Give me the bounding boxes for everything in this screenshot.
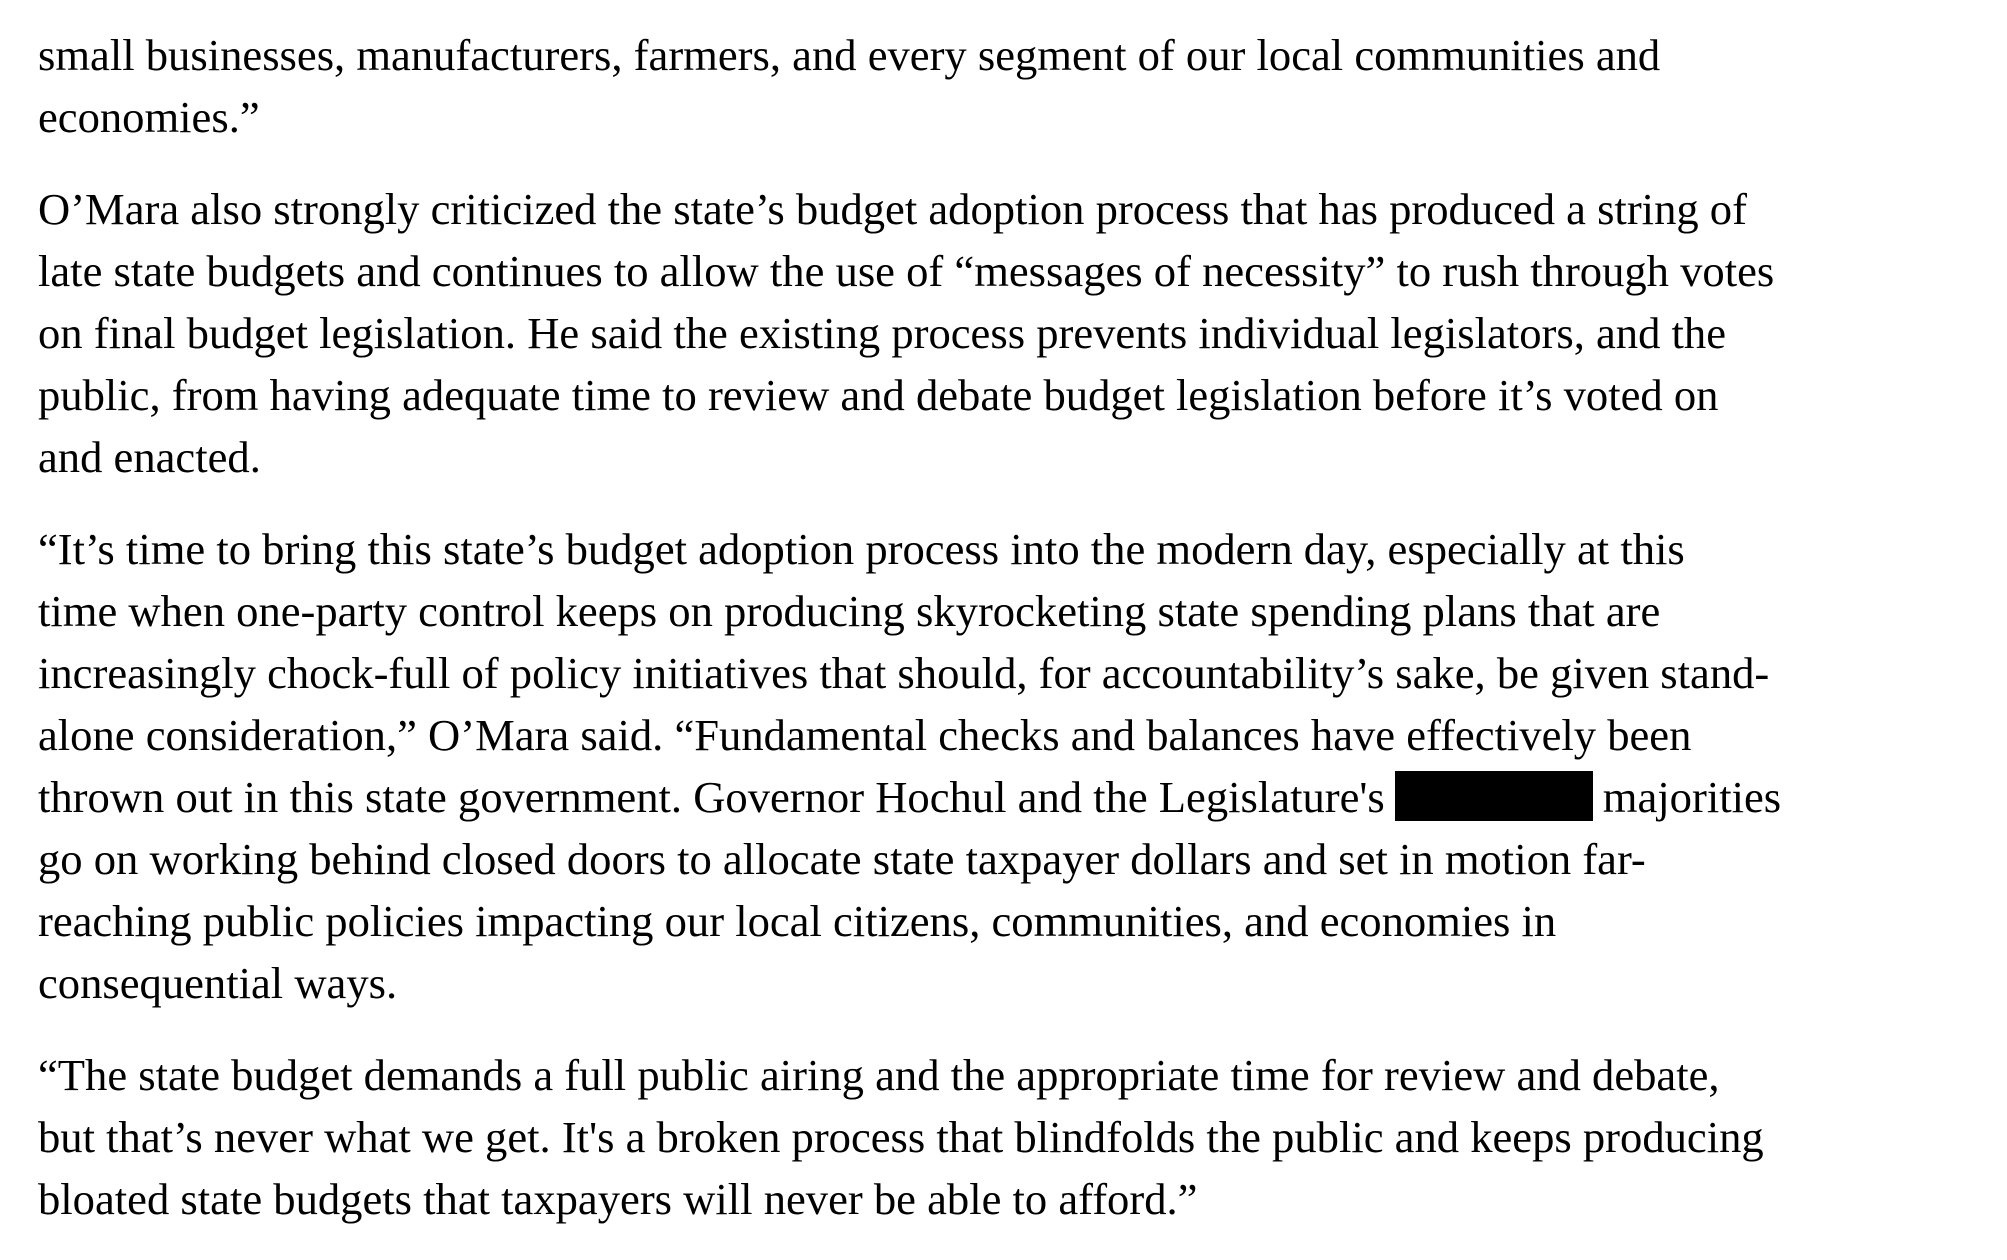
text-line: economies.” bbox=[38, 92, 260, 142]
paragraph-1 bbox=[38, 24, 1998, 148]
text-line: “It’s time to bring this state’s budget adoption process into the modern day, especially at this bbox=[38, 524, 1685, 574]
text-line: alone consideration,” O’Mara said. “Fundamental checks and balances have effectively been bbox=[38, 710, 1692, 760]
paragraph-3 bbox=[38, 518, 1998, 1014]
document-body bbox=[38, 24, 1998, 1260]
text-line: public, from having adequate time to review and debate budget legislation before it’s voted on bbox=[38, 370, 1719, 420]
text-line: go on working behind closed doors to allocate state taxpayer dollars and set in motion far- bbox=[38, 834, 1646, 884]
text-line: time when one-party control keeps on producing skyrocketing state spending plans that are bbox=[38, 586, 1661, 636]
redacted-text-line bbox=[38, 766, 1998, 828]
text-before-redaction: thrown out in this state government. Governor Hochul and the Legislature's bbox=[38, 772, 1385, 822]
text-line: bloated state budgets that taxpayers will never be able to afford.” bbox=[38, 1174, 1198, 1224]
text-line: reaching public policies impacting our local citizens, communities, and economies in bbox=[38, 896, 1557, 946]
text-after-redaction: majorities bbox=[1602, 772, 1782, 822]
text-line: on final budget legislation. He said the existing process prevents individual legislators, and the bbox=[38, 308, 1727, 358]
text-line: “The state budget demands a full public airing and the appropriate time for review and debate, bbox=[38, 1050, 1720, 1100]
text-line: small businesses, manufacturers, farmers, and every segment of our local communities and bbox=[38, 30, 1661, 80]
paragraph-2 bbox=[38, 178, 1998, 488]
text-line: O’Mara also strongly criticized the state’s budget adoption process that has produced a string of bbox=[38, 184, 1747, 234]
paragraph-4 bbox=[38, 1044, 1998, 1230]
text-line: consequential ways. bbox=[38, 958, 398, 1008]
text-line: and enacted. bbox=[38, 432, 261, 482]
text-line: but that’s never what we get. It's a broken process that blindfolds the public and keeps producing bbox=[38, 1112, 1764, 1162]
redaction-block bbox=[1395, 771, 1593, 821]
text-line: late state budgets and continues to allow the use of “messages of necessity” to rush through votes bbox=[38, 246, 1775, 296]
text-line: increasingly chock-full of policy initiatives that should, for accountability’s sake, be given stand- bbox=[38, 648, 1770, 698]
